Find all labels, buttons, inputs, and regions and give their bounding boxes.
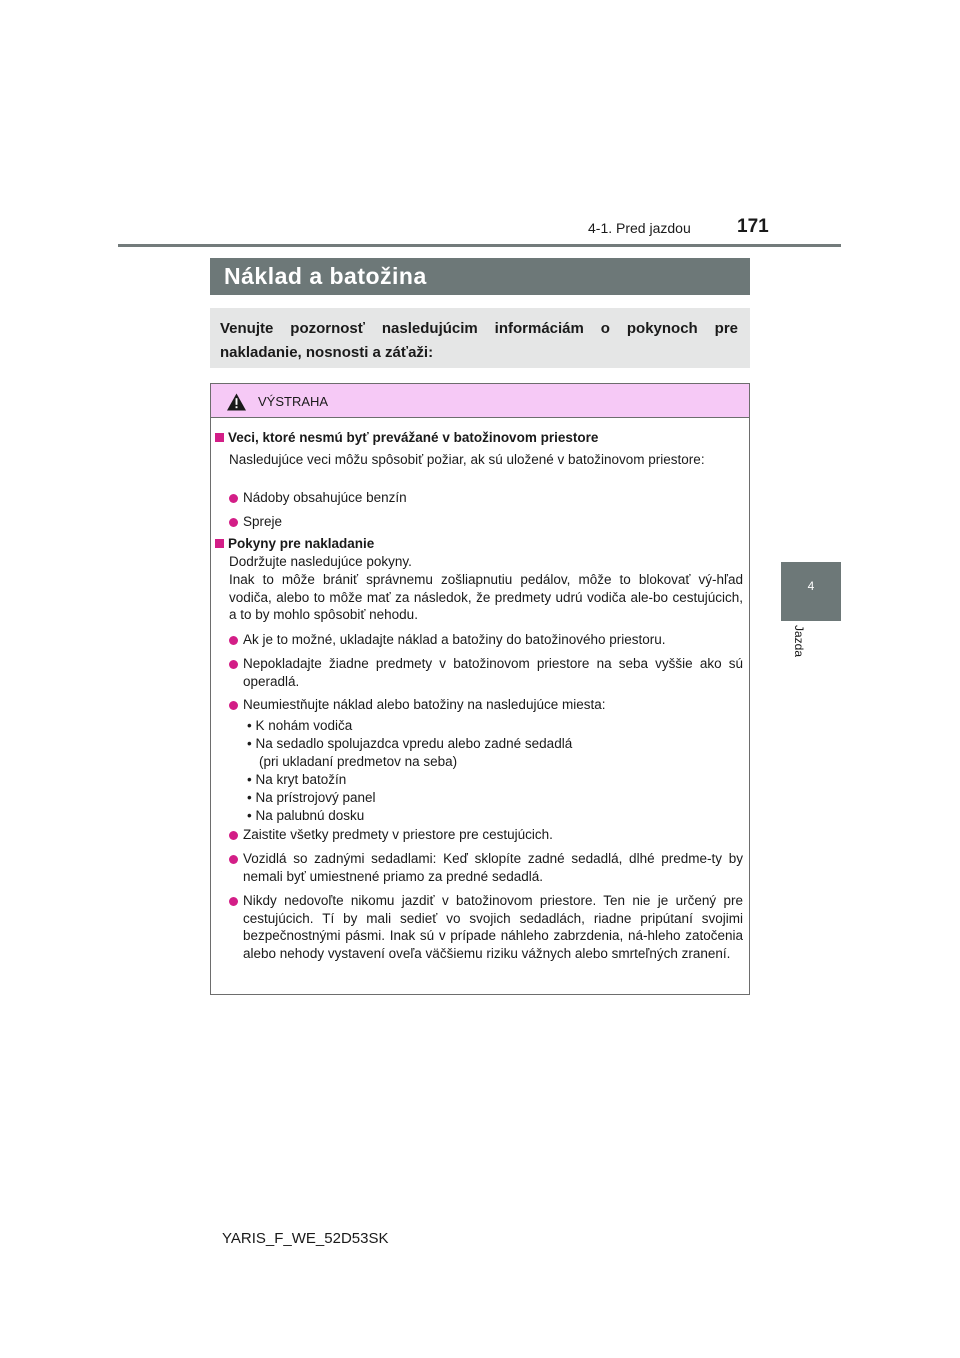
chapter-label [792, 625, 806, 685]
paragraph: Nasledujúce veci môžu spôsobiť požiar, ak sú uložené v batožinovom priestore: [229, 452, 705, 467]
paragraph: Dodržujte nasledujúce pokyny. [229, 554, 412, 569]
sub-list-item: (pri ukladaní predmetov na seba) [259, 754, 458, 769]
list-item: Nepokladajte žiadne predmety v batožinovom priestore na seba vyššie ako sú operadlá. [243, 656, 743, 689]
warning-title: VÝSTRAHA [258, 394, 329, 409]
bullet-dot [229, 636, 238, 645]
sub-list-item: • Na kryt batožín [247, 772, 347, 787]
paragraph: Inak to môže brániť správnemu zošliapnutiu pedálov, môže to blokovať vý-hľad vodiča, alebo to môže mať za následok, že predmety udrú vodiča ale-bo cestujúcich, a to by mohlo spôsobiť nehodu. [229, 572, 743, 622]
chapter-label-text: Jazda [792, 625, 806, 658]
intro-box [210, 308, 750, 368]
list-item: Vozidlá so zadnými sedadlami: Keď sklopíte zadné sedadlá, dlhé predme-ty by nemali byť umiestnené priamo za predné sedadlá. [243, 851, 743, 884]
list-item: Spreje [243, 514, 283, 529]
title-bar [210, 258, 750, 295]
section-heading: Pokyny pre nakladanie [228, 536, 375, 551]
list-item: Nikdy nedovoľte nikomu jazdiť v batožinovom priestore. Ten nie je určený pre cestujúcich. Tí by mali sedieť vo svojich sedadlách, riadne pripútaní svojimi bezpečnostnými pásmi. Inak sú v prípade náhleho zabrzdenia, ná-hleho zatočenia alebo nehody vystavení oveľa väčšiemu riziku vážnych alebo smrteľných zranení. [243, 893, 743, 961]
intro-text: Venujte pozornosť nasledujúcim informáciám o pokynoch pre nakladanie, nosnosti a záťaži: [220, 320, 738, 361]
header-rule [118, 244, 841, 247]
bullet-dot [229, 518, 238, 527]
list-item: Ak je to možné, ukladajte náklad a batožiny do batožinového priestoru. [243, 632, 666, 647]
list-item: Zaistite všetky predmety v priestore pre cestujúcich. [243, 827, 553, 842]
section-marker [215, 539, 224, 548]
list-item: Neumiestňujte náklad alebo batožiny na nasledujúce miesta: [243, 697, 606, 712]
page-number: 171 [737, 216, 769, 237]
sub-list-item: • Na prístrojový panel [247, 790, 376, 805]
bullet-dot [229, 660, 238, 669]
warning-header [211, 384, 749, 418]
header-section: 4-1. Pred jazdou [588, 220, 691, 236]
bullet-dot [229, 831, 238, 840]
list-item: Nádoby obsahujúce benzín [243, 490, 407, 505]
sub-list-item: • K nohám vodiča [247, 718, 353, 733]
sub-list-item: • Na palubnú dosku [247, 808, 365, 823]
bullet-dot [229, 494, 238, 503]
bullet-dot [229, 701, 238, 710]
footer-code: YARIS_F_WE_52D53SK [222, 1230, 389, 1247]
page-title: Náklad a batožina [224, 263, 427, 289]
warning-triangle-icon [227, 393, 246, 411]
sub-list-item: • Na sedadlo spolujazdca vpredu alebo zadné sedadlá [247, 736, 573, 751]
bullet-dot [229, 855, 238, 864]
warning-box [210, 383, 750, 995]
bullet-dot [229, 897, 238, 906]
section-heading: Veci, ktoré nesmú byť prevážané v batožinovom priestore [228, 430, 599, 445]
chapter-number: 4 [807, 579, 815, 593]
section-marker [215, 433, 224, 442]
